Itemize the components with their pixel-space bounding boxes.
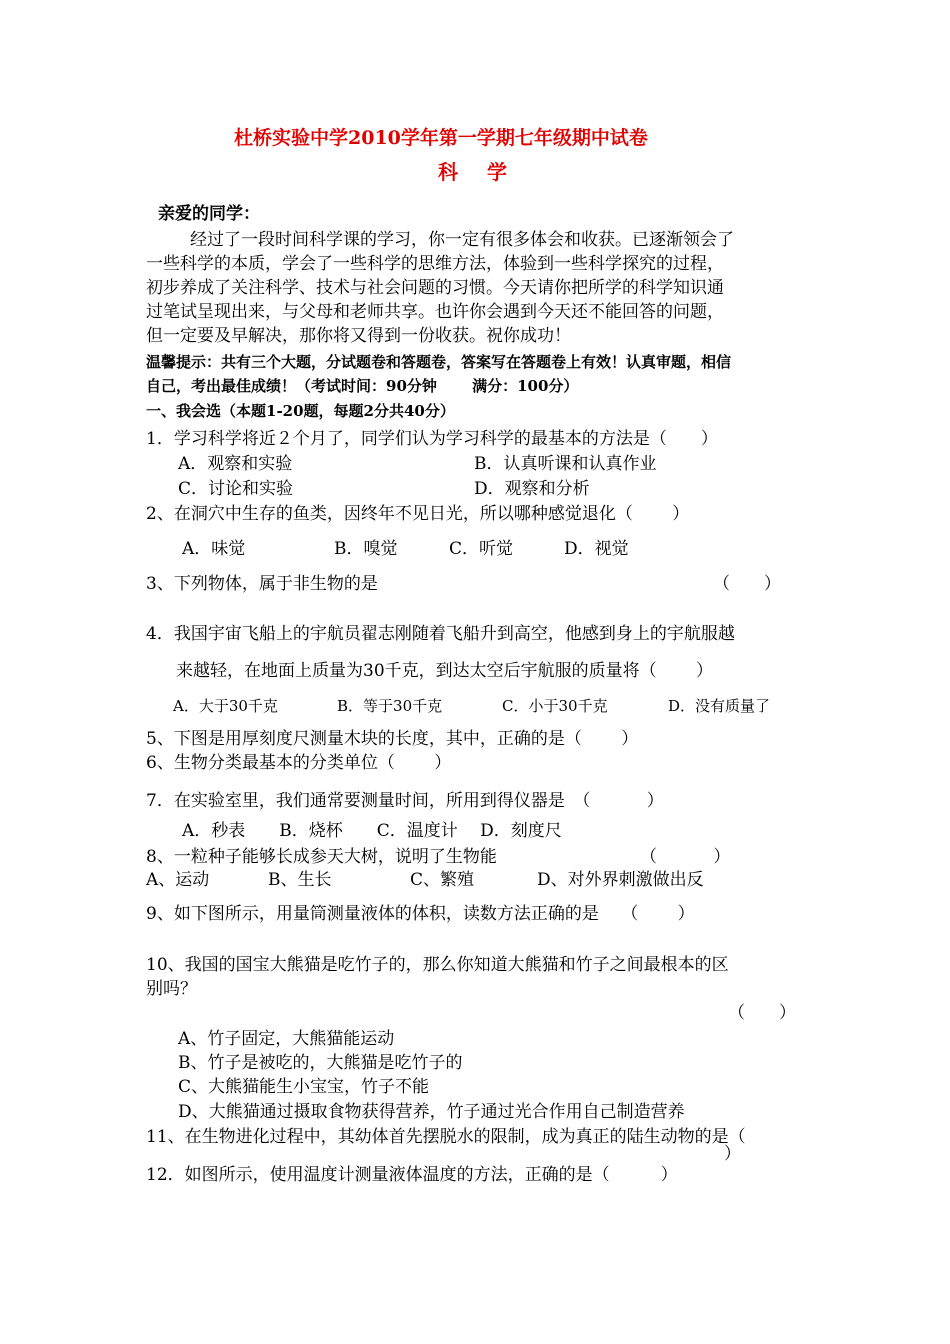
exam-title: 杜桥实验中学2010学年第一学期七年级期中试卷: [234, 127, 648, 149]
intro-line-3: 初步养成了关注科学、技术与社会问题的习惯。今天请你把所学的科学知识通: [146, 278, 724, 298]
q7-options: A．秒表 B．烧杯 C．温度计 D．刻度尺: [182, 821, 562, 841]
q10-stem-2: 别吗？: [146, 979, 197, 999]
q4-stem-1: 4．我国宇宙飞船上的宇航员翟志刚随着飞船升到高空，他感到身上的宇航服越: [146, 624, 735, 644]
q2-stem: 2、在洞穴中生存的鱼类，因终年不见日光，所以哪种感觉退化（ ）: [146, 504, 690, 524]
q4-stem-2: 来越轻，在地面上质量为30千克，到达太空后宇航服的质量将（ ）: [176, 661, 714, 681]
q5-stem: 5、下图是用厚刻度尺测量木块的长度，其中，正确的是（ ）: [146, 729, 639, 749]
subject-char-1: 科: [438, 160, 458, 184]
q11-stem: 11、在生物进化过程中，其幼体首先摆脱水的限制，成为真正的陆生动物的是（: [146, 1127, 746, 1147]
q2-option-b: B．嗅觉: [334, 539, 398, 559]
q1-option-b: B．认真听课和认真作业: [474, 454, 657, 474]
q8-option-b: B、生长: [268, 870, 332, 890]
q10-option-d: D、大熊猫通过摄取食物获得营养，竹子通过光合作用自己制造营养: [178, 1102, 685, 1122]
intro-line-1: 经过了一段时间科学课的学习，你一定有很多体会和收获。已逐渐领会了: [190, 230, 734, 250]
tip-line-2: 自己，考出最佳成绩！（考试时间：90分钟 满分：100分）: [146, 377, 579, 395]
intro-line-4: 过笔试呈现出来，与父母和老师共享。也许你会遇到今天还不能回答的问题，: [146, 302, 724, 322]
intro-line-2: 一些科学的本质，学会了一些科学的思维方法，体验到一些科学探究的过程，: [146, 254, 724, 274]
q7-stem: 7．在实验室里，我们通常要测量时间，所用到得仪器是 （ ）: [146, 791, 664, 811]
section-heading: 一、我会选（本题1-20题，每题2分共40分）: [146, 402, 455, 420]
q3-paren: （ ）: [713, 574, 781, 594]
q10-option-a: A、竹子固定，大熊猫能运动: [178, 1029, 395, 1049]
q2-option-c: C．听觉: [449, 539, 514, 559]
q8-option-a: A、运动: [146, 870, 210, 890]
q2-option-a: A．味觉: [182, 539, 246, 559]
q3-stem: 3、下列物体，属于非生物的是: [146, 574, 378, 594]
tip-line-1: 温馨提示：共有三个大题，分试题卷和答题卷，答案写在答题卷上有效！认真审题，相信: [146, 353, 732, 371]
q8-option-d: D、对外界刺激做出反: [537, 870, 704, 890]
q4-option-d: D．没有质量了: [668, 697, 771, 715]
q4-option-b: B．等于30千克: [337, 697, 443, 715]
q10-stem-1: 10、我国的国宝大熊猫是吃竹子的，那么你知道大熊猫和竹子之间最根本的区: [146, 955, 729, 975]
q12-stem: 12．如图所示，使用温度计测量液体温度的方法，正确的是（ ）: [146, 1165, 678, 1185]
q1-option-a: A．观察和实验: [178, 454, 293, 474]
q2-option-d: D．视觉: [564, 539, 629, 559]
q10-option-b: B、竹子是被吃的，大熊猫是吃竹子的: [178, 1053, 463, 1073]
greeting: 亲爱的同学：: [158, 204, 260, 224]
q4-option-c: C．小于30千克: [502, 697, 608, 715]
q9-stem: 9、如下图所示，用量筒测量液体的体积，读数方法正确的是 （ ）: [146, 904, 695, 924]
q1-option-c: C．讨论和实验: [178, 479, 294, 499]
q4-option-a: A．大于30千克: [173, 697, 278, 715]
q11-close-paren: ）: [724, 1144, 741, 1164]
q1-stem: 1．学习科学将近２个月了，同学们认为学习科学的最基本的方法是（ ）: [146, 429, 718, 449]
subject-char-2: 学: [487, 160, 507, 184]
q8-option-c: C、繁殖: [410, 870, 475, 890]
q10-option-c: C、大熊猫能生小宝宝，竹子不能: [178, 1077, 430, 1097]
q10-paren: （ ）: [728, 1003, 796, 1023]
q6-stem: 6、生物分类最基本的分类单位（ ）: [146, 753, 452, 773]
intro-line-5: 但一定要及早解决，那你将又得到一份收获。祝你成功！: [146, 326, 571, 346]
q8-stem: 8、一粒种子能够长成参天大树，说明了生物能: [146, 847, 497, 867]
q1-option-d: D．观察和分析: [474, 479, 590, 499]
q8-paren: （ ）: [640, 847, 731, 867]
